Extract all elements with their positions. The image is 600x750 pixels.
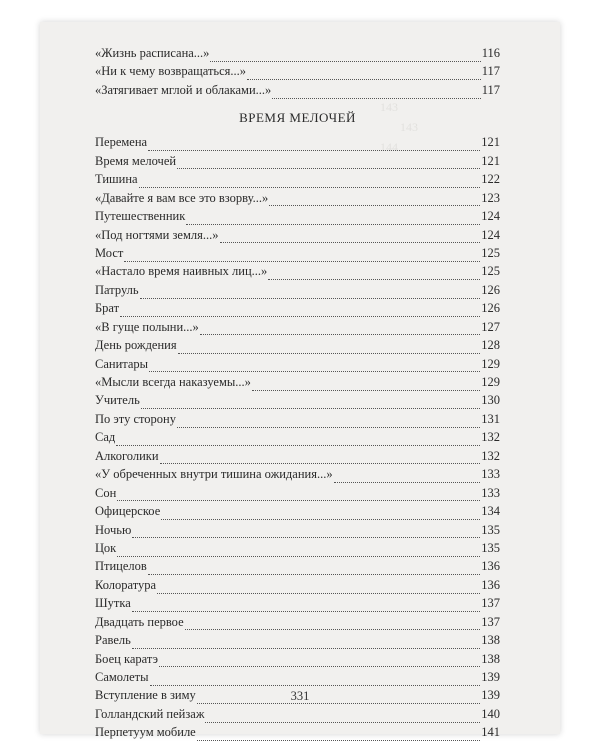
toc-entry-page: 139 xyxy=(481,670,500,684)
toc-entry-page: 133 xyxy=(481,485,500,500)
toc-entry-page: 131 xyxy=(481,411,500,426)
toc-entry-title: Боец каратэ xyxy=(95,651,158,666)
dot-leader xyxy=(117,490,480,501)
dot-leader xyxy=(148,564,480,575)
toc-entry-page: 121 xyxy=(481,153,500,168)
toc-entry xyxy=(95,576,500,594)
toc-entry xyxy=(95,152,500,170)
toc-entry-title: Мост xyxy=(95,245,124,260)
toc-entry-title: Колоратура xyxy=(95,577,157,592)
toc-entry xyxy=(95,336,500,354)
dot-leader xyxy=(185,619,481,630)
toc-entry-page: 124 xyxy=(481,209,500,224)
dot-leader xyxy=(197,730,481,741)
toc-entry-page: 126 xyxy=(481,282,500,297)
toc-entry-page: 125 xyxy=(481,245,500,260)
toc-entry-page: 141 xyxy=(481,725,500,740)
toc-entry-title: Брат xyxy=(95,301,120,316)
toc-entry-title: День рождения xyxy=(95,338,177,353)
page-number: 331 xyxy=(290,689,310,703)
toc-entry-title: По эту сторону xyxy=(95,411,176,426)
toc-entry-page: 138 xyxy=(481,633,500,648)
toc-entry-page: 125 xyxy=(481,264,500,279)
toc-entry xyxy=(95,705,500,723)
toc-entry xyxy=(95,502,500,520)
toc-entry xyxy=(95,355,500,373)
toc-entry xyxy=(95,465,500,483)
toc-entry xyxy=(95,447,500,465)
dot-leader xyxy=(177,417,480,428)
bleed-through-text: 143 xyxy=(400,120,418,134)
toc-entry xyxy=(95,428,500,446)
toc-entry-page: 135 xyxy=(481,522,500,537)
toc-entry xyxy=(95,244,500,262)
dot-leader xyxy=(132,601,480,612)
dot-leader xyxy=(148,140,480,151)
toc-entry-page: 136 xyxy=(481,577,500,592)
toc-entry xyxy=(95,557,500,575)
toc-entry-page: 136 xyxy=(481,559,500,574)
toc-entry-page: 117 xyxy=(481,82,500,97)
toc-entry-page: 122 xyxy=(481,172,500,187)
toc-entry xyxy=(95,262,500,280)
toc-entry xyxy=(95,281,500,299)
dot-leader xyxy=(157,583,480,594)
toc-entry-title: Патруль xyxy=(95,282,139,297)
toc-entry-page: 129 xyxy=(481,375,500,389)
toc-entry xyxy=(95,484,500,502)
toc-entry-page: 124 xyxy=(481,227,500,242)
dot-leader xyxy=(150,675,481,686)
section-title: ВРЕМЯ МЕЛОЧЕЙ xyxy=(239,110,356,126)
bleed-through-text: 144 xyxy=(380,140,398,154)
dot-leader xyxy=(272,88,480,99)
toc-entry-title: Алкоголики xyxy=(95,448,159,463)
toc-entry-title: Сон xyxy=(95,485,117,500)
dot-leader xyxy=(132,638,480,649)
dot-leader xyxy=(220,232,481,243)
toc-entry xyxy=(95,373,500,391)
toc-entry-title: Шутка xyxy=(95,596,131,611)
toc-entry-title: Учитель xyxy=(95,393,140,408)
dot-leader xyxy=(149,361,480,372)
toc-entry-page: 137 xyxy=(481,596,500,611)
toc-entry-title: Двадцать первое xyxy=(95,614,184,629)
toc-entry xyxy=(95,44,500,62)
toc-entry-title: Птицелов xyxy=(95,559,147,574)
toc-entry-title: Ночью xyxy=(95,522,132,537)
toc-entry xyxy=(95,133,500,151)
toc-entry xyxy=(95,318,500,336)
dot-leader xyxy=(132,527,480,538)
toc-entry-page: 135 xyxy=(481,540,500,555)
toc-entry-title: Сад xyxy=(95,430,116,445)
toc-entry-page: 121 xyxy=(481,135,500,150)
toc-entry xyxy=(95,539,500,557)
dot-leader xyxy=(177,158,480,169)
toc-entry-page: 134 xyxy=(481,504,500,519)
toc-entry-title: Цок xyxy=(95,540,117,555)
toc-entry xyxy=(95,521,500,539)
toc-entry xyxy=(95,410,500,428)
toc-entry-page: 130 xyxy=(481,393,500,408)
toc-entry xyxy=(95,81,500,99)
dot-leader xyxy=(159,656,480,667)
toc-entry xyxy=(95,189,500,207)
dot-leader xyxy=(200,324,480,335)
toc-entry-page: 126 xyxy=(481,301,500,316)
toc-entry-page: 133 xyxy=(481,467,500,482)
toc-entry-title: Офицерское xyxy=(95,504,161,519)
toc-entry xyxy=(95,391,500,409)
toc-entry xyxy=(95,650,500,668)
toc-entry-title: «У обреченных внутри тишина ожидания...» xyxy=(95,467,333,482)
dot-leader xyxy=(210,51,480,62)
dot-leader xyxy=(139,177,481,188)
toc-entry-title: «Давайте я вам все это взорву...» xyxy=(95,190,269,205)
toc-entry-page: 117 xyxy=(481,64,500,79)
toc-entry-title: Равель xyxy=(95,633,131,648)
toc-entry xyxy=(95,668,500,686)
toc-entry xyxy=(95,631,500,649)
dot-leader xyxy=(178,343,481,354)
toc-entry xyxy=(95,207,500,225)
toc-entry-page: 139 xyxy=(481,688,500,703)
book-page xyxy=(40,22,560,740)
toc-entry-title: «Жизнь расписана...» xyxy=(95,46,210,60)
dot-leader xyxy=(268,269,480,280)
toc-entry-title: «Мысли всегда наказуемы...» xyxy=(95,375,251,389)
table-of-contents xyxy=(95,44,500,742)
toc-entry-page: 123 xyxy=(481,190,500,205)
dot-leader xyxy=(116,435,480,446)
toc-entry-title: Перпетуум мобиле xyxy=(95,725,196,740)
toc-entry xyxy=(95,62,500,80)
toc-entry-title: «Под ногтями земля...» xyxy=(95,227,219,242)
dot-leader xyxy=(117,546,480,557)
toc-entry-page: 132 xyxy=(481,448,500,463)
dot-leader xyxy=(161,509,480,520)
toc-entry-page: 116 xyxy=(481,46,500,60)
toc-entry xyxy=(95,299,500,317)
toc-entry-page: 129 xyxy=(481,356,500,371)
dot-leader xyxy=(124,251,480,262)
dot-leader xyxy=(186,214,480,225)
toc-entry xyxy=(95,723,500,741)
toc-entry-title: «Настало время наивных лиц...» xyxy=(95,264,268,279)
toc-entry-title: Перемена xyxy=(95,135,148,150)
dot-leader xyxy=(120,306,480,317)
toc-entry-title: Самолеты xyxy=(95,670,149,684)
toc-entry-page: 137 xyxy=(481,614,500,629)
toc-entry-title: «Затягивает мглой и облаками...» xyxy=(95,82,272,97)
toc-entry-title: Тишина xyxy=(95,172,138,187)
toc-entry-page: 127 xyxy=(481,319,500,334)
toc-entry-title: «Ни к чему возвращаться...» xyxy=(95,64,247,79)
dot-leader xyxy=(269,195,480,206)
toc-entry-title: Голландский пейзаж xyxy=(95,706,205,721)
toc-entry-title: Вступление в зиму xyxy=(95,688,196,703)
dot-leader xyxy=(252,380,480,391)
dot-leader xyxy=(140,288,481,299)
toc-entry xyxy=(95,226,500,244)
toc-entry xyxy=(95,613,500,631)
section-entries xyxy=(95,133,500,741)
dot-leader xyxy=(205,712,480,723)
toc-entry-page: 138 xyxy=(481,651,500,666)
dot-leader xyxy=(334,472,481,483)
toc-entry-page: 128 xyxy=(481,338,500,353)
toc-entry-title: Путешественник xyxy=(95,209,186,224)
toc-entry-title: Санитары xyxy=(95,356,149,371)
toc-entry xyxy=(95,170,500,188)
toc-entry-page: 132 xyxy=(481,430,500,445)
dot-leader xyxy=(141,398,480,409)
toc-entry xyxy=(95,594,500,612)
dot-leader xyxy=(160,453,481,464)
dot-leader xyxy=(247,69,481,80)
toc-entry-page: 140 xyxy=(481,706,500,721)
toc-entry-title: «В гуще полыни...» xyxy=(95,319,199,334)
bleed-through-text: 143 xyxy=(380,100,398,114)
top-entries xyxy=(95,44,500,99)
toc-entry-title: Время мелочей xyxy=(95,153,177,168)
